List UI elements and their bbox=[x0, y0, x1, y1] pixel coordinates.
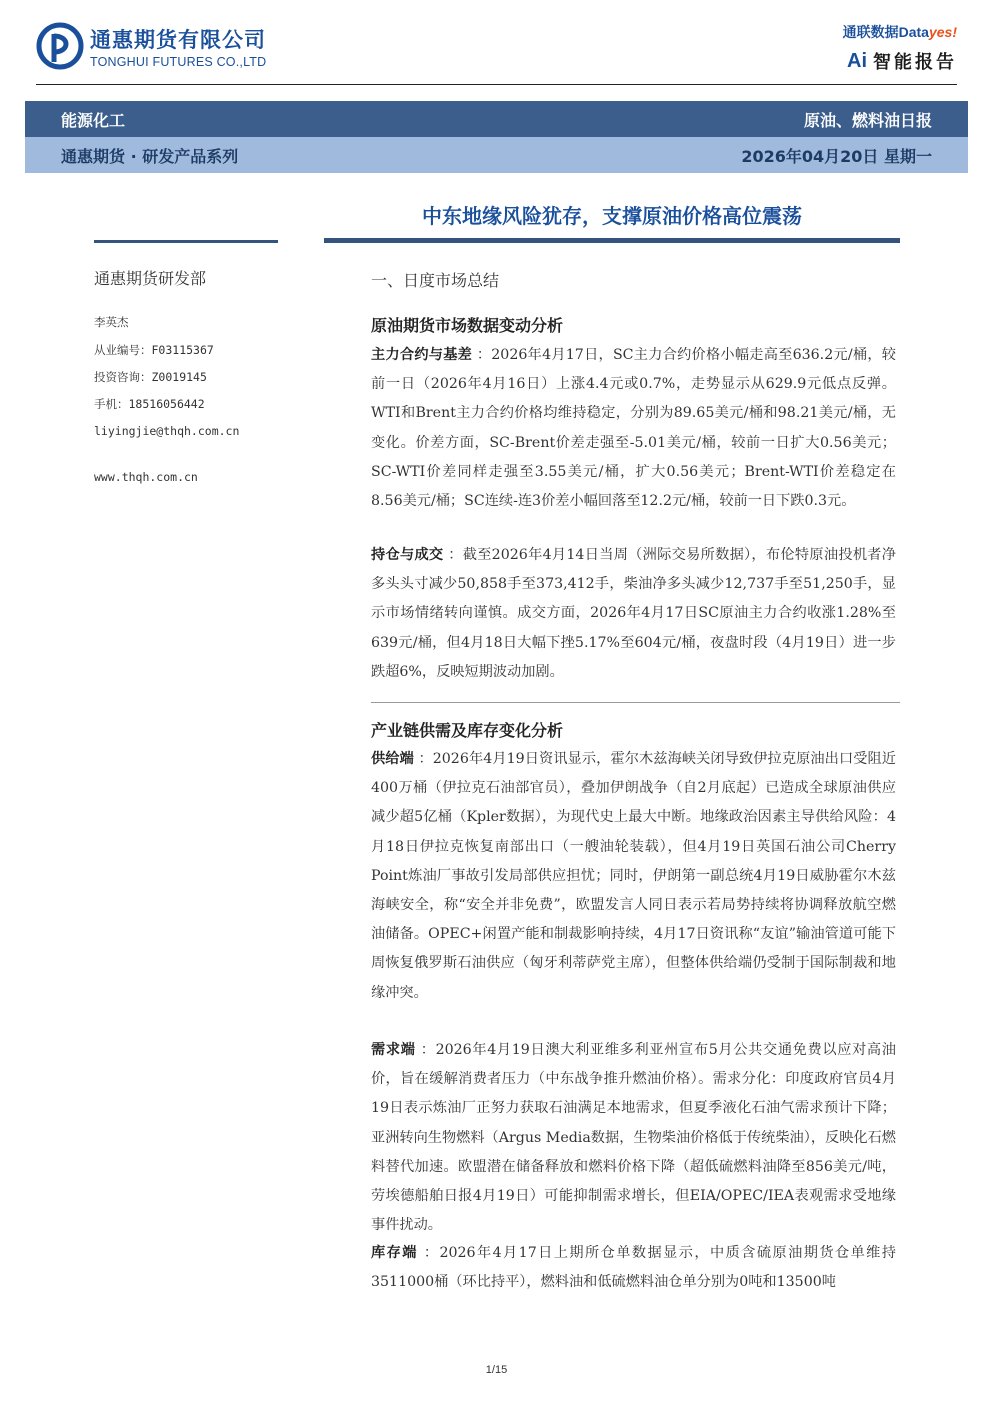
series-label: 通惠期货 · 研发产品系列 bbox=[61, 146, 239, 166]
company-name-en: TONGHUI FUTURES CO.,LTD bbox=[90, 54, 267, 69]
author-name: 李英杰 bbox=[94, 315, 129, 329]
paragraph-text: ：2026年4月17日，SC主力合约价格小幅走高至636.2元/桶，较前一日（2026年4月16日）上涨4.4元或0.7%，走势显示从629.9元低点反弹。WTI和Brent主力合约价格均维持稳定，分别为89.65美元/桶和98.21美元/桶，无变化。价差方面，SC-Brent价差走强至-5.01美元/桶，较前一日扩大0.56美元；SC-WTI价差同样走强至3.55美元/桶，扩大0.56美元；Brent-WTI价差稳定在8.56美元/桶；SC连续-连3价差小幅回落至12.2元/桶，较前一日下跌0.3元。 bbox=[371, 347, 896, 510]
category-label: 能源化工 bbox=[61, 110, 126, 130]
category-band bbox=[25, 101, 968, 137]
section-divider bbox=[371, 702, 900, 703]
paragraph-label: 需求端 bbox=[371, 1042, 416, 1058]
brand-cn: 通联数据 bbox=[842, 24, 899, 40]
paragraph-label: 持仓与成交 bbox=[371, 547, 444, 563]
author-sidebar bbox=[94, 266, 284, 484]
paragraph-inventory bbox=[371, 1239, 896, 1297]
series-band bbox=[25, 137, 968, 173]
brand-yes: yes! bbox=[928, 24, 957, 40]
subsection-title-supply-demand: 产业链供需及库存变化分析 bbox=[371, 721, 564, 740]
paragraph-label: 库存端 bbox=[371, 1245, 418, 1261]
page-number: 1/15 bbox=[485, 1364, 508, 1376]
research-dept: 通惠期货研发部 bbox=[94, 269, 207, 288]
license-number: 从业编号：F03115367 bbox=[94, 343, 214, 357]
brand-data: Data bbox=[898, 24, 929, 40]
section-title: 一、日度市场总结 bbox=[371, 271, 500, 290]
subsection-title-futures: 原油期货市场数据变动分析 bbox=[371, 316, 564, 335]
paragraph-label: 供给端 bbox=[371, 751, 414, 767]
headline-divider bbox=[324, 238, 900, 243]
phone-number: 手机：18516056442 bbox=[94, 397, 205, 411]
paragraph-main-contract bbox=[371, 341, 896, 516]
paragraph-text: ：2026年4月19日澳大利亚维多利亚州宣布5月公共交通免费以应对高油价，旨在缓解消费者压力（中东战争推升燃油价格）。需求分化：印度政府官员4月19日表示炼油厂正努力获取石油满足本地需求，但夏季液化石油气需求预计下降；亚洲转向生物燃料（Argus Media数据，生物柴油价格低于传统柴油），反映化石燃料替代加速。欧盟潜在储备释放和燃料价格下降（超低硫燃料油降至856美元/吨，劳埃德船舶日报4月19日）可能抑制需求增长，但EIA/OPEC/IEA表观需求受地缘事件扰动。 bbox=[371, 1042, 896, 1234]
paragraph-demand bbox=[371, 1036, 896, 1240]
company-name-cn: 通惠期货有限公司 bbox=[90, 27, 266, 52]
paragraph-supply bbox=[371, 745, 896, 1008]
brand-report-label: 智能报告 bbox=[873, 52, 957, 73]
company-logo bbox=[36, 22, 266, 70]
paragraph-positions bbox=[371, 541, 896, 687]
paragraph-label: 主力合约与基差 bbox=[371, 347, 473, 363]
report-name: 原油、燃料油日报 bbox=[803, 110, 932, 130]
tonghui-logo-icon bbox=[36, 22, 84, 70]
author-email[interactable]: liyingjie@thqh.com.cn bbox=[94, 424, 240, 438]
paragraph-text: ：2026年4月19日资讯显示，霍尔木兹海峡关闭导致伊拉克原油出口受阻近400万桶（伊拉克石油部官员），叠加伊朗战争（自2月底起）已造成全球原油供应减少超5亿桶（Kpler数据），为现代史上最大中断。地缘政治因素主导供给风险：4月18日伊拉克恢复南部出口（一艘油轮装载），但4月19日英国石油公司Cherry Point炼油厂事故引发局部供应担忧；同时，伊朗第一副总统4月19日威胁霍尔木兹海峡安全，称“安全并非免费”，欧盟发言人同日表示若局势持续将协调释放航空燃油储备。OPEC+闲置产能和制裁影响持续，4月17日资讯称“友谊”输油管道可能下周恢复俄罗斯石油供应（匈牙利蒂萨党主席），但整体供给端仍受制于国际制裁和地缘冲突。 bbox=[371, 751, 896, 1001]
datayes-brand bbox=[843, 22, 957, 74]
report-headline: 中东地缘风险犹存，支撑原油价格高位震荡 bbox=[422, 204, 802, 228]
sidebar-divider bbox=[94, 240, 278, 243]
paragraph-text: ：2026年4月17日上期所仓单数据显示，中质含硫原油期货仓单维持3511000桶（环比持平），燃料油和低硫燃料油仓单分别为0吨和13500吨 bbox=[371, 1245, 896, 1291]
brand-ai-mark: Ai bbox=[847, 49, 867, 72]
consult-number: 投资咨询：Z0019145 bbox=[94, 370, 207, 384]
report-date: 2026年04月20日 星期一 bbox=[741, 146, 932, 166]
company-website[interactable]: www.thqh.com.cn bbox=[94, 470, 198, 484]
header-divider bbox=[36, 84, 957, 85]
paragraph-text: ：截至2026年4月14日当周（洲际交易所数据），布伦特原油投机者净多头头寸减少50,858手至373,412手，柴油净多头减少12,737手至51,250手，显示市场情绪转向谨慎。成交方面，2026年4月17日SC原油主力合约收涨1.28%至639元/桶，但4月18日大幅下挫5.17%至604元/桶，夜盘时段（4月19日）进一步跌超6%，反映短期波动加剧。 bbox=[371, 547, 896, 680]
